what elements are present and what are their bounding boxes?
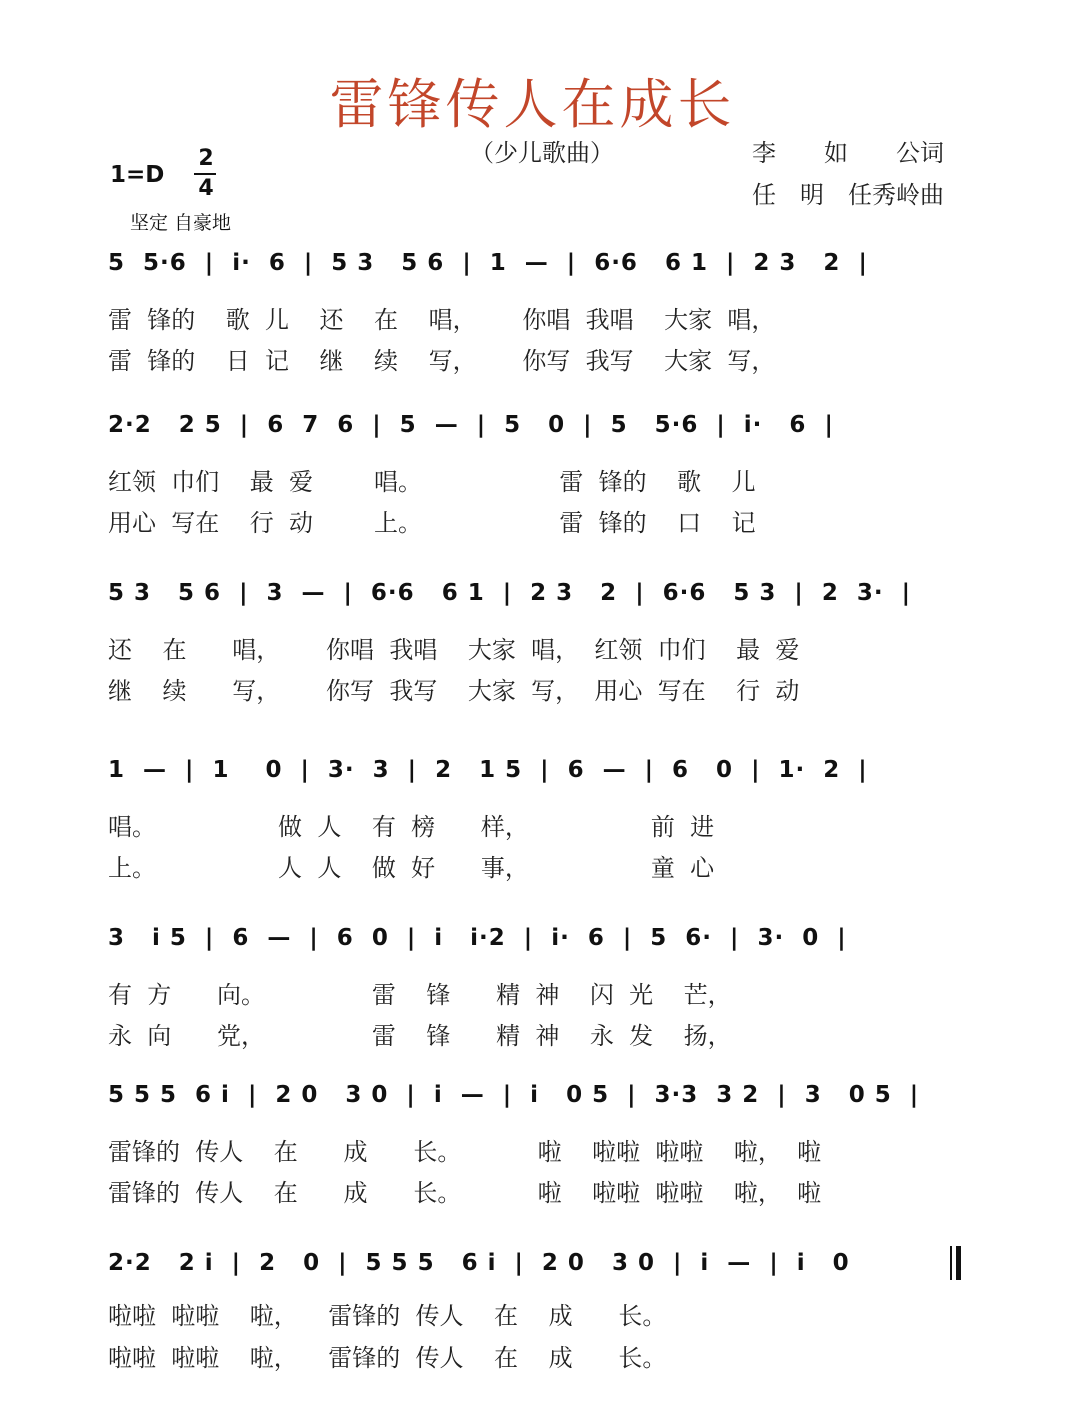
song-title: 雷锋传人在成长 — [329, 73, 736, 136]
lyric-verse-2: 用心 写在 行 动 上。 雷 锋的 口 记 — [108, 509, 756, 537]
lyric-verse-1: 红领 巾们 最 爱 唱。 雷 锋的 歌 儿 — [108, 468, 756, 496]
lyric-verse-2: 上。 人 人 做 好 事， 童 心 — [108, 854, 715, 882]
lyric-verse-1: 雷 锋的 歌 儿 还 在 唱， 你唱 我唱 大家 唱， — [108, 306, 776, 334]
time-signature-top: 2 — [198, 146, 214, 171]
lyric-verse-2: 雷锋的 传人 在 成 长。 啦 啦啦 啦啦 啦， 啦 — [108, 1179, 822, 1207]
notation-line: 5 5·6 | i· 6 | 5 3 5 6 | 1 — | 6·6 6 1 | 2 3 2 | — [108, 250, 868, 276]
lyric-verse-2: 雷 锋的 日 记 继 续 写， 你写 我写 大家 写， — [108, 347, 776, 375]
tempo-marking: 坚定 自豪地 — [130, 212, 232, 234]
notation-line: 1 — | 1 0 | 3· 3 | 2 1 5 | 6 — | 6 0 | 1· 2 | — [108, 757, 868, 783]
notation-line: 2·2 2 i | 2 0 | 5 5 5 6 i | 2 0 3 0 | i — | i 0 — [108, 1250, 850, 1276]
lyric-verse-1: 啦啦 啦啦 啦， 雷锋的 传人 在 成 长。 — [108, 1302, 667, 1330]
final-barline-thick — [956, 1246, 961, 1280]
lyricist-credit: 李 如 公词 — [752, 139, 944, 167]
lyric-verse-1: 唱。 做 人 有 榜 样， 前 进 — [108, 813, 715, 841]
final-barline-thin — [950, 1246, 952, 1280]
notation-line: 5 3 5 6 | 3 — | 6·6 6 1 | 2 3 2 | 6·6 5 3 | 2 3· | — [108, 580, 911, 606]
time-signature-divider — [194, 173, 216, 175]
lyric-verse-2: 永 向 党， 雷 锋 精 神 永 发 扬， — [108, 1022, 732, 1050]
lyric-verse-2: 啦啦 啦啦 啦， 雷锋的 传人 在 成 长。 — [108, 1344, 667, 1372]
song-subtitle: （少儿歌曲） — [470, 139, 614, 167]
key-signature: 1=D — [110, 162, 165, 188]
lyric-verse-1: 雷锋的 传人 在 成 长。 啦 啦啦 啦啦 啦， 啦 — [108, 1138, 822, 1166]
notation-line: 5 5 5 6 i | 2 0 3 0 | i — | i 0 5 | 3·3 3 2 | 3 0 5 | — [108, 1082, 920, 1108]
time-signature-bottom: 4 — [198, 176, 214, 201]
composer-credit: 任 明 任秀岭曲 — [752, 181, 944, 209]
lyric-verse-1: 还 在 唱， 你唱 我唱 大家 唱， 红领 巾们 最 爱 — [108, 636, 800, 664]
lyric-verse-1: 有 方 向。 雷 锋 精 神 闪 光 芒， — [108, 981, 732, 1009]
notation-line: 3 i 5 | 6 — | 6 0 | i i·2 | i· 6 | 5 6· | 3· 0 | — [108, 925, 847, 951]
lyric-verse-2: 继 续 写， 你写 我写 大家 写， 用心 写在 行 动 — [108, 677, 800, 705]
notation-line: 2·2 2 5 | 6 7 6 | 5 — | 5 0 | 5 5·6 | i· 6 | — [108, 412, 834, 438]
